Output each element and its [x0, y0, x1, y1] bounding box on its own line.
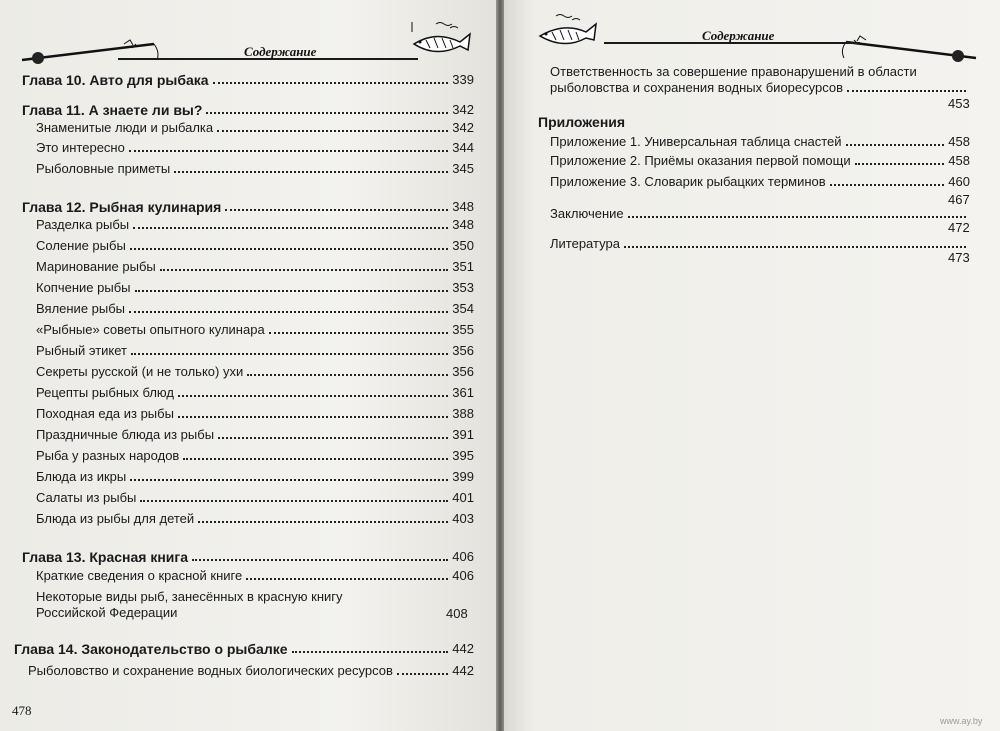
toc-item	[36, 217, 474, 233]
leader-dots	[198, 521, 448, 523]
toc-label: Глава 12. Рыбная кулинария	[22, 199, 222, 215]
toc-page: 388	[452, 406, 474, 421]
fishing-rod-icon	[836, 24, 986, 68]
toc-label: Приложение 1. Универсальная таблица снастей	[550, 134, 842, 149]
leader-dots	[217, 130, 448, 132]
toc-page: 442	[452, 641, 474, 656]
toc-page: 351	[452, 259, 474, 274]
toc-item	[36, 161, 474, 177]
toc-page: 339	[452, 72, 474, 87]
toc-label-line: Ответственность за совершение правонарушений в области	[550, 64, 917, 79]
toc-item	[36, 406, 474, 422]
watermark: www.ay.by	[940, 716, 983, 726]
leader-dots	[129, 150, 448, 152]
leader-dots	[397, 673, 448, 675]
toc-page: 467	[948, 192, 970, 207]
toc-page: 458	[948, 134, 970, 149]
leader-dots	[628, 216, 966, 218]
toc-label: Знаменитые люди и рыбалка	[36, 120, 214, 135]
toc-page: 353	[452, 280, 474, 295]
leader-dots	[183, 458, 448, 460]
toc-item	[550, 134, 970, 150]
toc-page: 348	[452, 199, 474, 214]
toc-page: 361	[452, 385, 474, 400]
toc-label: Рыбный этикет	[36, 343, 128, 358]
toc-label: Глава 14. Законодательство о рыбалке	[14, 641, 288, 657]
toc-item	[36, 364, 474, 380]
toc-label: Копчение рыбы	[36, 280, 131, 295]
toc-label: «Рыбные» советы опытного кулинара	[36, 322, 265, 337]
toc-item-multiline	[550, 64, 970, 96]
toc-label-line-row	[550, 80, 970, 96]
leader-dots	[206, 112, 448, 114]
toc-item	[36, 568, 474, 584]
toc-item	[550, 174, 970, 190]
toc-item	[36, 385, 474, 401]
toc-page: 348	[452, 217, 474, 232]
toc-item	[36, 140, 474, 156]
toc-item	[36, 322, 474, 338]
toc-item	[36, 469, 474, 485]
toc-label: Походная еда из рыбы	[36, 406, 174, 421]
toc-item	[36, 490, 474, 506]
toc-label: Блюда из рыбы для детей	[36, 511, 195, 526]
toc-item	[28, 663, 474, 679]
toc-page: 472	[948, 220, 970, 235]
toc-appendix-heading	[538, 114, 968, 130]
toc-page: 344	[452, 140, 474, 155]
toc-item	[36, 301, 474, 317]
toc-item	[36, 120, 474, 136]
toc-item	[36, 427, 474, 443]
leader-dots	[192, 559, 448, 561]
toc-item	[36, 238, 474, 254]
toc-label: Рецепты рыбных блюд	[36, 385, 174, 400]
toc-page: 350	[452, 238, 474, 253]
book-spine	[496, 0, 504, 731]
leader-dots	[624, 246, 966, 248]
toc-label: Приложения	[538, 114, 626, 130]
toc-page: 408	[446, 606, 468, 621]
fish-icon	[406, 18, 476, 60]
leader-dots	[160, 269, 449, 271]
toc-page: 406	[452, 549, 474, 564]
leader-dots	[130, 248, 449, 250]
leader-dots	[178, 395, 448, 397]
toc-chapter-12	[22, 199, 474, 215]
toc-page: 453	[948, 96, 970, 111]
toc-chapter-10	[22, 72, 474, 88]
toc-page: 458	[948, 153, 970, 168]
toc-item	[36, 511, 474, 527]
toc-page: 356	[452, 364, 474, 379]
toc-label: Приложение 2. Приёмы оказания первой помощи	[550, 153, 851, 168]
toc-page: 473	[948, 250, 970, 265]
toc-literature	[550, 236, 970, 252]
toc-chapter-13	[22, 549, 474, 565]
leader-dots	[135, 290, 449, 292]
toc-label: Приложение 3. Словарик рыбацких терминов	[550, 174, 826, 189]
toc-label: Это интересно	[36, 140, 125, 155]
toc-label: Заключение	[550, 206, 624, 221]
toc-page: 460	[948, 174, 970, 189]
toc-label: Разделка рыбы	[36, 217, 130, 232]
fishing-rod-icon	[14, 30, 164, 70]
leader-dots	[225, 209, 448, 211]
toc-page: 356	[452, 343, 474, 358]
leader-dots	[847, 90, 966, 92]
right-page	[504, 0, 1000, 731]
leader-dots	[130, 479, 448, 481]
leader-dots	[131, 353, 448, 355]
leader-dots	[292, 651, 449, 653]
toc-label: Блюда из икры	[36, 469, 127, 484]
toc-label: Соление рыбы	[36, 238, 126, 253]
toc-page: 442	[452, 663, 474, 678]
toc-label-line: рыболовства и сохранения водных биоресурсов	[550, 80, 843, 95]
toc-page: 342	[452, 120, 474, 135]
toc-item	[36, 448, 474, 464]
toc-page: 342	[452, 102, 474, 117]
leader-dots	[133, 227, 448, 229]
leader-dots	[246, 578, 448, 580]
toc-label: Рыболовство и сохранение водных биологических ресурсов	[28, 663, 393, 678]
toc-label: Салаты из рыбы	[36, 490, 137, 505]
leader-dots	[129, 311, 448, 313]
leader-dots	[830, 184, 945, 186]
toc-label: Вяление рыбы	[36, 301, 126, 316]
page-number: 478	[12, 703, 32, 718]
page-header-right: Содержание	[702, 28, 775, 43]
page-header-left: Содержание	[244, 44, 317, 59]
toc-label: Праздничные блюда из рыбы	[36, 427, 215, 442]
toc-item-multiline	[36, 589, 474, 621]
toc-label: Глава 11. А знаете ли вы?	[22, 102, 203, 118]
toc-page: 391	[452, 427, 474, 442]
toc-page: 403	[452, 511, 474, 526]
toc-chapter-14	[14, 641, 474, 657]
toc-conclusion	[550, 206, 970, 222]
toc-page: 355	[452, 322, 474, 337]
toc-chapter-11	[22, 102, 474, 118]
toc-label: Рыболовные приметы	[36, 161, 171, 176]
toc-item	[550, 153, 970, 169]
leader-dots	[855, 163, 945, 165]
toc-label: Рыба у разных народов	[36, 448, 180, 463]
leader-dots	[174, 171, 448, 173]
toc-label: Литература	[550, 236, 620, 251]
toc-page: 401	[452, 490, 474, 505]
toc-page: 399	[452, 469, 474, 484]
leader-dots	[213, 82, 449, 84]
leader-dots	[247, 374, 448, 376]
fish-icon	[534, 10, 604, 52]
toc-label: Маринование рыбы	[36, 259, 156, 274]
toc-page: 345	[452, 161, 474, 176]
toc-page: 354	[452, 301, 474, 316]
toc-page: 406	[452, 568, 474, 583]
toc-label-line: Некоторые виды рыб, занесённых в красную книгу	[36, 589, 343, 604]
toc-label: Секреты русской (и не только) ухи	[36, 364, 244, 379]
toc-label: Глава 10. Авто для рыбака	[22, 72, 209, 88]
leader-dots	[178, 416, 448, 418]
leader-dots	[140, 500, 448, 502]
leader-dots	[218, 437, 448, 439]
toc-label: Глава 13. Красная книга	[22, 549, 189, 565]
toc-label-line: Российской Федерации	[36, 605, 178, 620]
toc-item	[36, 343, 474, 359]
toc-page: 395	[452, 448, 474, 463]
toc-item	[36, 280, 474, 296]
toc-label: Краткие сведения о красной книге	[36, 568, 243, 583]
toc-item	[36, 259, 474, 275]
leader-dots	[846, 144, 945, 146]
leader-dots	[269, 332, 449, 334]
